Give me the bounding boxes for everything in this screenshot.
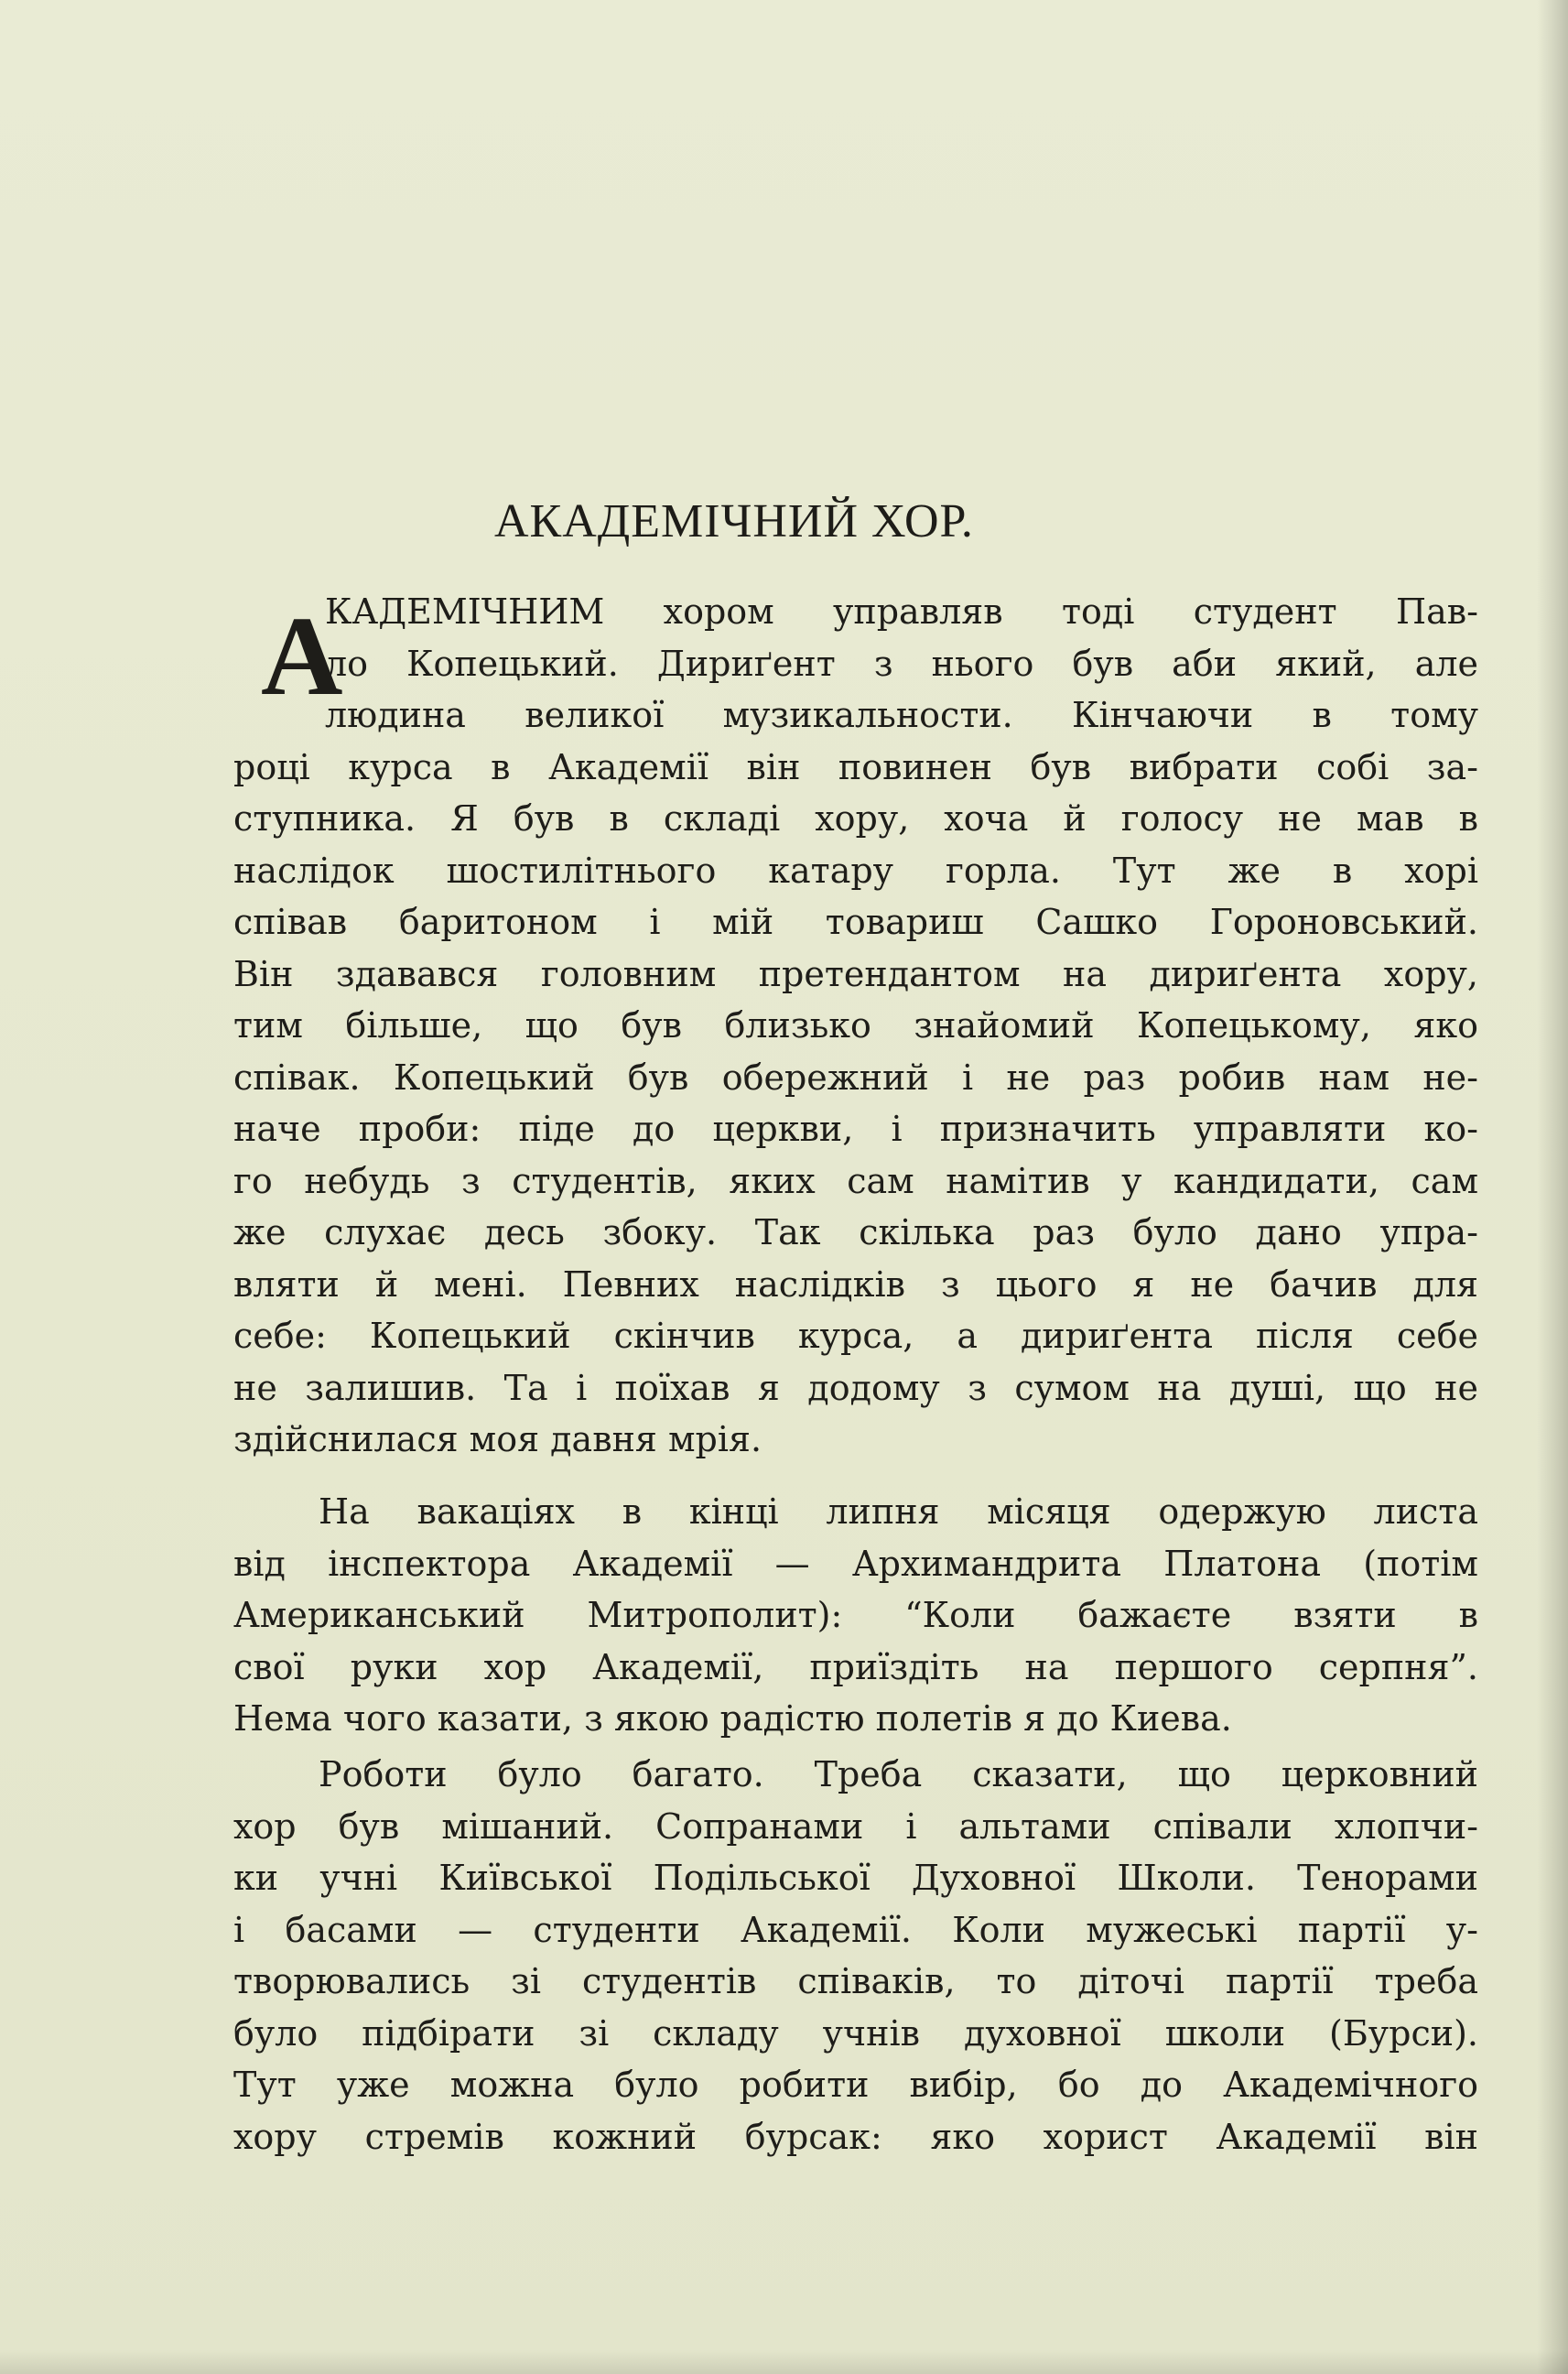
text-line: КАДЕМІЧНИМ хором управляв тоді студент Пав- xyxy=(325,591,1478,632)
chapter-title: АКАДЕМІЧНИЙ ХОР. xyxy=(494,495,974,547)
text-line: від інспектора Академії — Архимандрита Платона (потім xyxy=(233,1543,1478,1584)
paragraph-1-opening xyxy=(325,586,1478,689)
text-line: здійснилася моя давня мрія. xyxy=(233,1419,762,1459)
text-line: творювались зі студентів співаків, то діточі партії треба xyxy=(233,1961,1478,2001)
text-line: Роботи було багато. Треба сказати, що церковний xyxy=(319,1754,1478,1794)
text-line: ступника. Я був в складі хору, хоча й голосу не мав в xyxy=(233,798,1478,839)
text-line: і басами — студенти Академії. Коли мужеські партії у- xyxy=(233,1909,1478,1950)
text-line: го небудь з студентів, яких сам намітив у кандидати, сам xyxy=(233,1160,1478,1201)
text-line: ло Копецький. Дириґент з нього був аби який, але xyxy=(325,643,1478,684)
text-line: людина великої музикальности. Кінчаючи в тому xyxy=(325,695,1478,735)
text-line: свої руки хор Академії, приїздіть на першого серпня”. xyxy=(233,1646,1478,1687)
text-line: тим більше, що був близько знайомий Копецькому, яко xyxy=(233,1005,1478,1046)
text-line: Нема чого казати, з якою радістю полетів я до Киева. xyxy=(233,1698,1232,1739)
text-line: не залишив. Та і поїхав я додому з сумом на душі, що не xyxy=(233,1367,1478,1408)
paragraph-3 xyxy=(233,1749,1478,2163)
text-line: На вакаціях в кінці липня місяця одержую листа xyxy=(319,1491,1478,1532)
scan-shadow-right xyxy=(1537,0,1568,2374)
text-line: ки учні Київської Подільської Духовної Школи. Тенорами xyxy=(233,1858,1478,1898)
scan-shadow-bottom xyxy=(0,2350,1568,2374)
text-line: співав баритоном і мій товариш Сашко Гороновський. xyxy=(233,902,1478,942)
drop-cap-letter: А xyxy=(261,593,343,719)
paragraph-2 xyxy=(233,1486,1478,1745)
text-line: Американський Митрополит): “Коли бажаєте взяти в xyxy=(233,1595,1478,1635)
text-line: наче проби: піде до церкви, і призначить управляти ко- xyxy=(233,1109,1478,1149)
text-line: себе: Копецький скінчив курса, а дириґента після себе xyxy=(233,1316,1478,1356)
text-line: наслідок шостилітнього катару горла. Тут же в хорі xyxy=(233,850,1478,891)
text-line: Тут уже можна було робити вибір, бо до Академічного xyxy=(233,2065,1478,2105)
text-line: хор був мішаний. Сопранами і альтами співали хлопчи- xyxy=(233,1805,1478,1847)
text-line: хору стремів кожний бурсак: яко хорист Академії він xyxy=(233,2116,1478,2157)
text-line: вляти й мені. Певних наслідків з цього я не бачив для xyxy=(233,1263,1478,1305)
text-line: співак. Копецький був обережний і не раз робив нам не- xyxy=(233,1057,1478,1098)
text-line: же слухає десь збоку. Так скілька раз було дано упра- xyxy=(233,1212,1478,1252)
paragraph-1-body xyxy=(233,689,1478,1466)
text-line: Він здавався головним претендантом на дириґента хору, xyxy=(233,953,1478,994)
text-line: було підбірати зі складу учнів духовної школи (Бурси). xyxy=(233,2012,1478,2054)
text-line: році курса в Академії він повинен був вибрати собі за- xyxy=(233,746,1478,787)
